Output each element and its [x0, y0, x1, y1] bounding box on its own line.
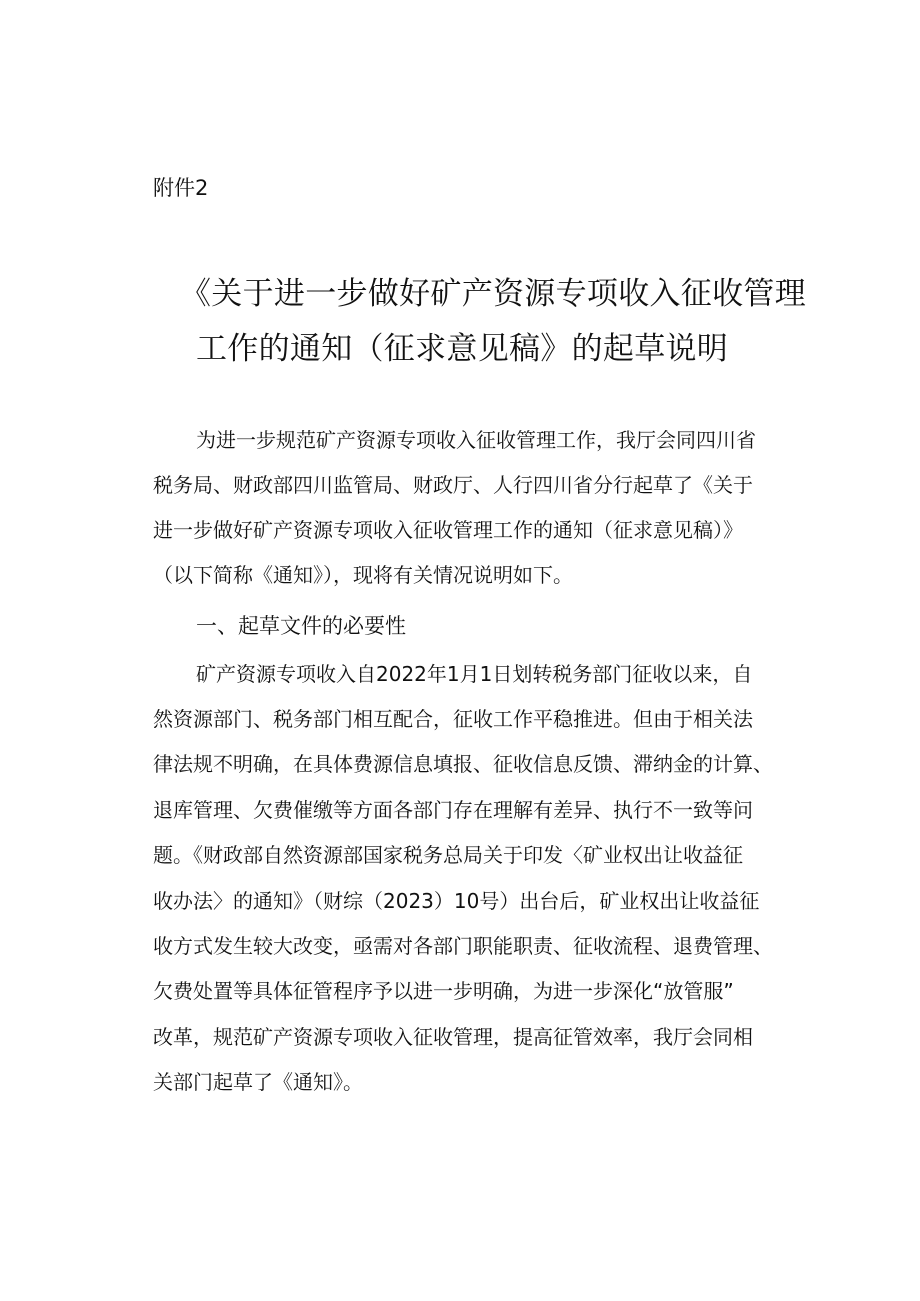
- section1-line-9: 改革，规范矿产资源专项收入征收管理，提高征管效率，我厅会同相: [153, 1025, 753, 1049]
- document-title-line-2: 工作的通知（征求意见稿》的起草说明: [196, 331, 729, 367]
- intro-line-3: 进一步做好矿产资源专项收入征收管理工作的通知（征求意见稿）》: [153, 518, 743, 542]
- section1-line-1: 矿产资源专项收入自2022年1月1日划转税务部门征收以来，自: [196, 662, 753, 686]
- section1-line-5: 题。《财政部自然资源部国家税务总局关于印发〈矿业权出让收益征: [153, 843, 743, 867]
- intro-line-4: （以下简称《通知》），现将有关情况说明如下。: [153, 563, 573, 587]
- section1-line-6: 收办法〉的通知》（财综（2023）10号）出台后，矿业权出让收益征: [153, 889, 760, 913]
- section1-line-10: 关部门起草了《通知》。: [153, 1070, 363, 1094]
- section1-line-3: 律法规不明确，在具体费源信息填报、征收信息反馈、滞纳金的计算、: [153, 752, 773, 776]
- section1-line-2: 然资源部门、税务部门相互配合，征收工作平稳推进。但由于相关法: [153, 707, 753, 731]
- section1-line-8: 欠费处置等具体征管程序予以进一步明确，为进一步深化“放管服”: [153, 979, 734, 1003]
- attachment-label: 附件2: [153, 176, 209, 200]
- document-title-line-1: 《关于进一步做好矿产资源专项收入征收管理: [180, 276, 806, 312]
- section1-line-7: 收方式发生较大改变，亟需对各部门职能职责、征收流程、退费管理、: [153, 934, 773, 958]
- intro-line-1: 为进一步规范矿产资源专项收入征收管理工作，我厅会同四川省: [196, 428, 756, 452]
- section1-line-4: 退库管理、欠费催缴等方面各部门存在理解有差异、执行不一致等问: [153, 798, 753, 822]
- section-heading-1: 一、起草文件的必要性: [196, 614, 406, 638]
- intro-line-2: 税务局、财政部四川监管局、财政厅、人行四川省分行起草了《关于: [153, 473, 753, 497]
